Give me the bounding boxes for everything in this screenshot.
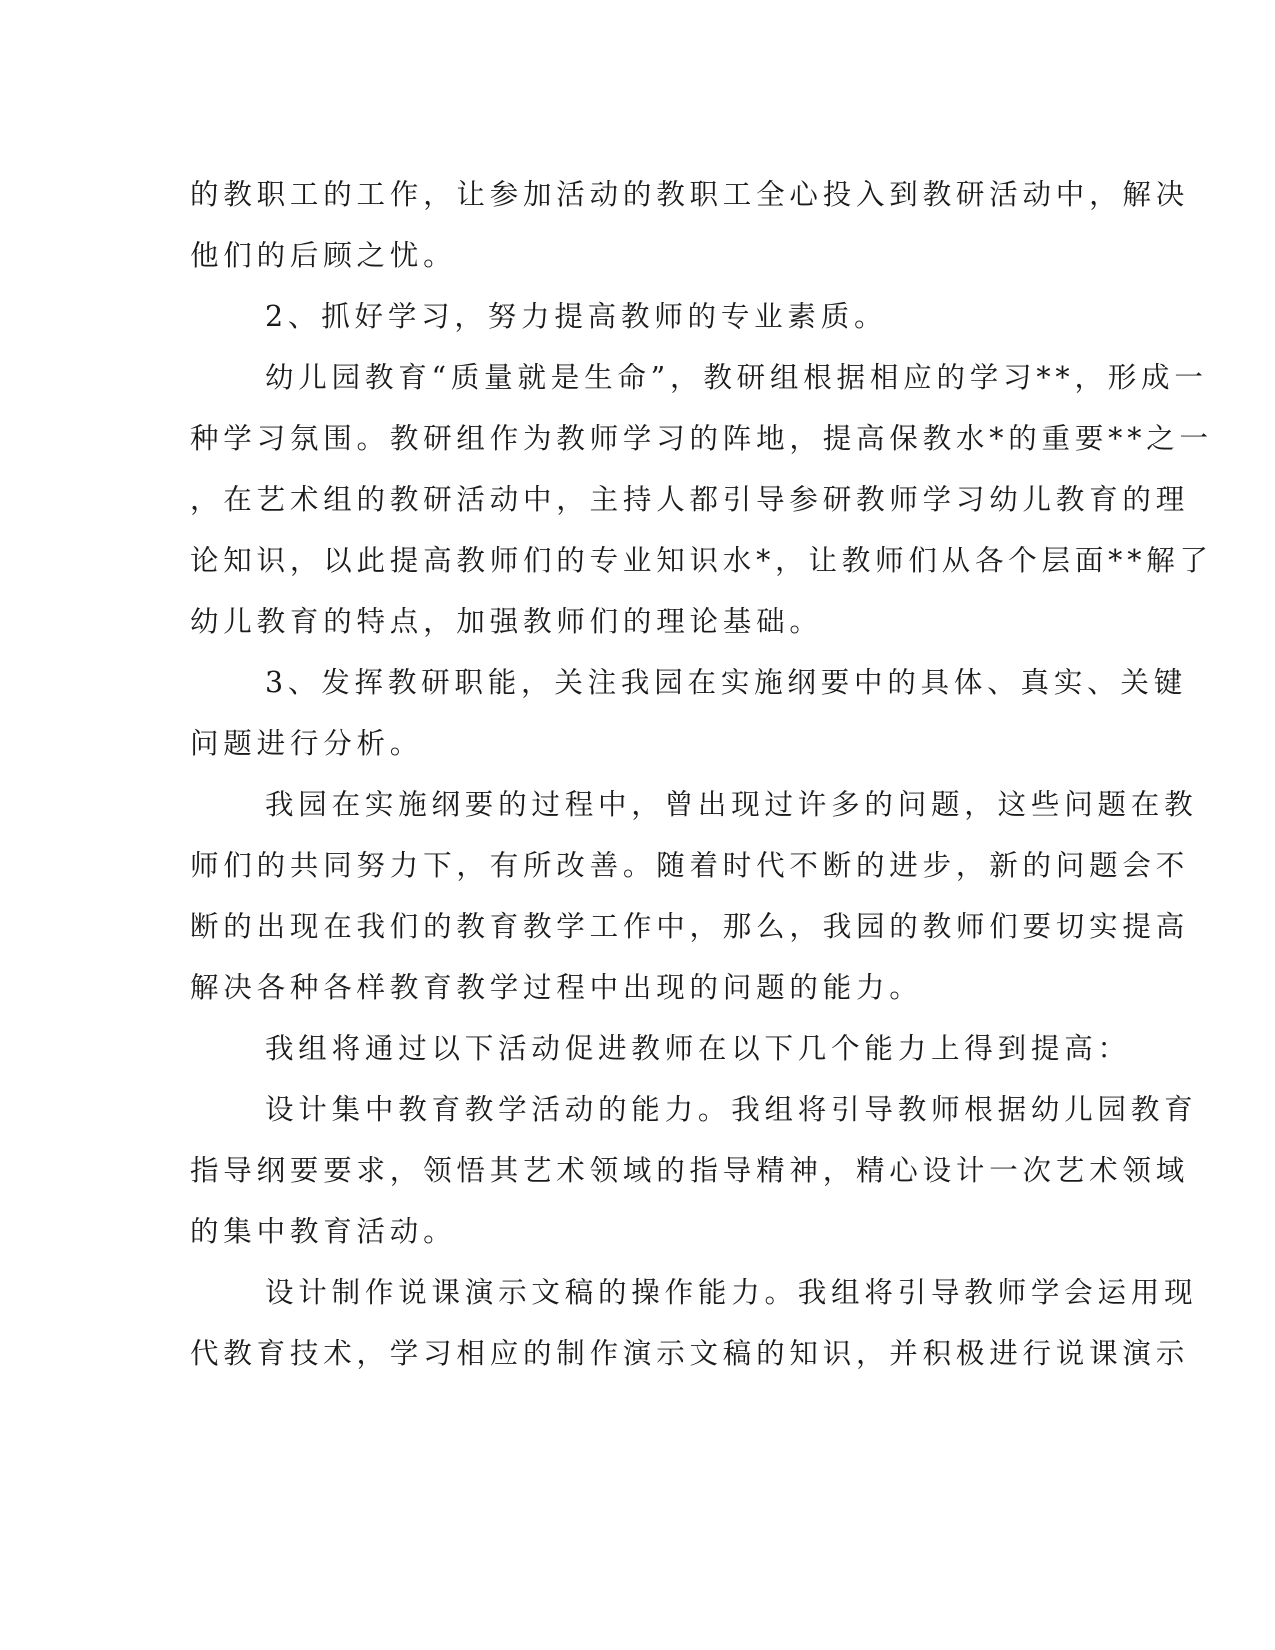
text-line: 论知识，以此提高教师们的专业知识水*，让教师们从各个层面**解了 bbox=[190, 544, 1213, 577]
text-line: 代教育技术，学习相应的制作演示文稿的知识，并积极进行说课演示 bbox=[190, 1337, 1190, 1370]
text-line: 师们的共同努力下，有所改善。随着时代不断的进步，新的问题会不 bbox=[190, 849, 1190, 882]
text-line: 问题进行分析。 bbox=[190, 727, 424, 760]
section-heading: 3、发挥教研职能，关注我园在实施纲要中的具体、真实、关键 bbox=[265, 666, 1188, 699]
text-line: 他们的后顾之忧。 bbox=[190, 239, 457, 272]
text-line: 我组将通过以下活动促进教师在以下几个能力上得到提高： bbox=[265, 1032, 1131, 1065]
text-line: 设计集中教育教学活动的能力。我组将引导教师根据幼儿园教育 bbox=[265, 1093, 1198, 1126]
text-line: 的教职工的工作，让参加活动的教职工全心投入到教研活动中，解决 bbox=[190, 178, 1190, 211]
text-line: 我园在实施纲要的过程中，曾出现过许多的问题，这些问题在教 bbox=[265, 788, 1198, 821]
text-line: 幼儿教育的特点，加强教师们的理论基础。 bbox=[190, 605, 823, 638]
text-line: 幼儿园教育“质量就是生命”，教研组根据相应的学习**，形成一 bbox=[265, 361, 1208, 394]
text-line: 解决各种各样教育教学过程中出现的问题的能力。 bbox=[190, 971, 923, 1004]
document-body bbox=[190, 164, 1213, 1384]
text-line: 断的出现在我们的教育教学工作中，那么，我园的教师们要切实提高 bbox=[190, 910, 1190, 943]
section-heading: 2、抓好学习，努力提高教师的专业素质。 bbox=[265, 300, 888, 333]
text-line: 的集中教育活动。 bbox=[190, 1215, 457, 1248]
text-line: 种学习氛围。教研组作为教师学习的阵地，提高保教水*的重要**之一 bbox=[190, 422, 1213, 455]
text-line: ，在艺术组的教研活动中，主持人都引导参研教师学习幼儿教育的理 bbox=[190, 483, 1190, 516]
text-line: 指导纲要要求，领悟其艺术领域的指导精神，精心设计一次艺术领域 bbox=[190, 1154, 1190, 1187]
text-line: 设计制作说课演示文稿的操作能力。我组将引导教师学会运用现 bbox=[265, 1276, 1198, 1309]
